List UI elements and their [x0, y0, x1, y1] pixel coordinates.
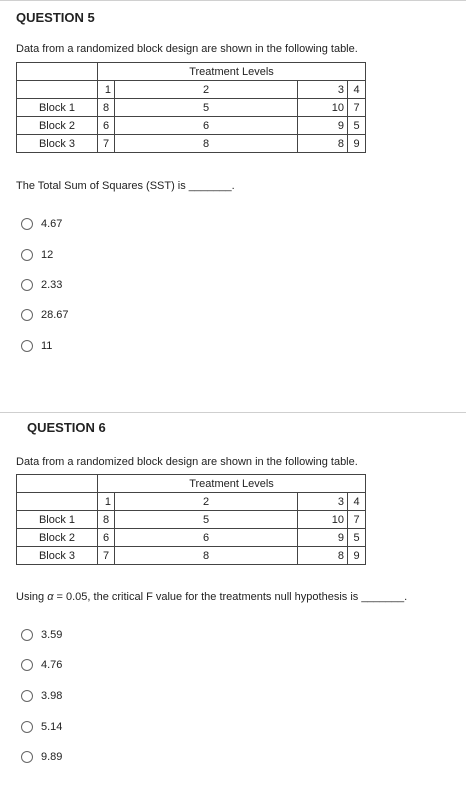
question-5-data-table — [16, 62, 366, 153]
question-6-option[interactable] — [21, 718, 62, 736]
option-label: 12 — [41, 249, 54, 261]
table-cell: 5 — [348, 117, 366, 135]
radio-button[interactable] — [21, 690, 33, 702]
table-cell: 5 — [348, 529, 366, 547]
block-label: Block 2 — [17, 117, 98, 135]
question-5-option[interactable] — [21, 246, 53, 264]
table-cell: 10 — [298, 99, 348, 117]
table-cell: 5 — [115, 511, 298, 529]
question-6-option[interactable] — [21, 626, 62, 644]
level-header-cell: 4 — [348, 81, 366, 99]
table-header-row — [17, 475, 366, 493]
radio-button[interactable] — [21, 309, 33, 321]
option-label: 9.89 — [41, 751, 63, 763]
prompt-text-end: = 0.05, the critical F value for the treatments null hypothesis is _______. — [53, 591, 408, 603]
table-cell: 6 — [115, 117, 298, 135]
block-label: Block 3 — [17, 547, 98, 565]
table-cell: 6 — [98, 117, 115, 135]
question-divider — [0, 412, 466, 413]
question-5-option[interactable] — [21, 215, 62, 233]
radio-button[interactable] — [21, 721, 33, 733]
block-label: Block 2 — [17, 529, 98, 547]
option-label: 2.33 — [41, 279, 63, 291]
option-label: 4.76 — [41, 659, 63, 671]
table-cell: 7 — [348, 511, 366, 529]
radio-button[interactable] — [21, 659, 33, 671]
table-levels-row — [17, 81, 366, 99]
level-header-cell: 3 — [298, 81, 348, 99]
prompt-text-start: Using — [16, 591, 48, 603]
level-header-cell: 1 — [98, 81, 115, 99]
table-row — [17, 99, 366, 117]
radio-button[interactable] — [21, 249, 33, 261]
question-5-title: QUESTION 5 — [16, 10, 95, 25]
table-cell: 8 — [298, 135, 348, 153]
level-header-cell: 2 — [115, 81, 298, 99]
table-cell: 8 — [298, 547, 348, 565]
table-empty-cell — [17, 493, 98, 511]
level-header-cell: 4 — [348, 493, 366, 511]
radio-button[interactable] — [21, 218, 33, 230]
table-levels-row — [17, 493, 366, 511]
table-cell: 7 — [348, 99, 366, 117]
question-6-intro: Data from a randomized block design are shown in the following table. — [16, 456, 358, 468]
question-6-option[interactable] — [21, 656, 62, 674]
table-cell: 9 — [298, 117, 348, 135]
option-label: 4.67 — [41, 218, 63, 230]
table-cell: 9 — [348, 135, 366, 153]
table-row — [17, 529, 366, 547]
question-5-prompt: The Total Sum of Squares (SST) is _______. — [16, 180, 235, 192]
treatment-levels-header: Treatment Levels — [98, 475, 366, 493]
table-row — [17, 511, 366, 529]
table-cell: 8 — [98, 99, 115, 117]
table-cell: 8 — [115, 547, 298, 565]
option-label: 3.98 — [41, 690, 63, 702]
question-5-intro: Data from a randomized block design are shown in the following table. — [16, 43, 358, 55]
level-header-cell: 3 — [298, 493, 348, 511]
option-label: 11 — [41, 340, 53, 352]
table-cell: 9 — [298, 529, 348, 547]
table-empty-cell — [17, 81, 98, 99]
table-row — [17, 117, 366, 135]
question-6-data-table — [16, 474, 366, 565]
table-cell: 10 — [298, 511, 348, 529]
block-label: Block 1 — [17, 99, 98, 117]
table-cell: 9 — [348, 547, 366, 565]
table-corner-cell — [17, 475, 98, 493]
table-cell: 7 — [98, 135, 115, 153]
table-cell: 6 — [115, 529, 298, 547]
alpha-symbol: α — [47, 591, 54, 603]
option-label: 28.67 — [41, 309, 69, 321]
table-cell: 6 — [98, 529, 115, 547]
block-label: Block 3 — [17, 135, 98, 153]
table-cell: 8 — [115, 135, 298, 153]
table-cell: 7 — [98, 547, 115, 565]
treatment-levels-header: Treatment Levels — [98, 63, 366, 81]
table-cell: 5 — [115, 99, 298, 117]
question-6-option[interactable] — [21, 687, 62, 705]
radio-button[interactable] — [21, 751, 33, 763]
question-6-prompt — [16, 591, 407, 603]
radio-button[interactable] — [21, 629, 33, 641]
level-header-cell: 2 — [115, 493, 298, 511]
level-header-cell: 1 — [98, 493, 115, 511]
table-header-row — [17, 63, 366, 81]
radio-button[interactable] — [21, 340, 33, 352]
block-label: Block 1 — [17, 511, 98, 529]
table-row — [17, 547, 366, 565]
question-6-title: QUESTION 6 — [27, 420, 106, 435]
question-5-option[interactable] — [21, 337, 52, 355]
question-5-option[interactable] — [21, 306, 69, 324]
option-label: 5.14 — [41, 721, 63, 733]
table-cell: 8 — [98, 511, 115, 529]
question-6-option[interactable] — [21, 748, 62, 766]
question-5-option[interactable] — [21, 276, 62, 294]
top-border — [0, 0, 466, 1]
table-corner-cell — [17, 63, 98, 81]
radio-button[interactable] — [21, 279, 33, 291]
option-label: 3.59 — [41, 629, 63, 641]
table-row — [17, 135, 366, 153]
